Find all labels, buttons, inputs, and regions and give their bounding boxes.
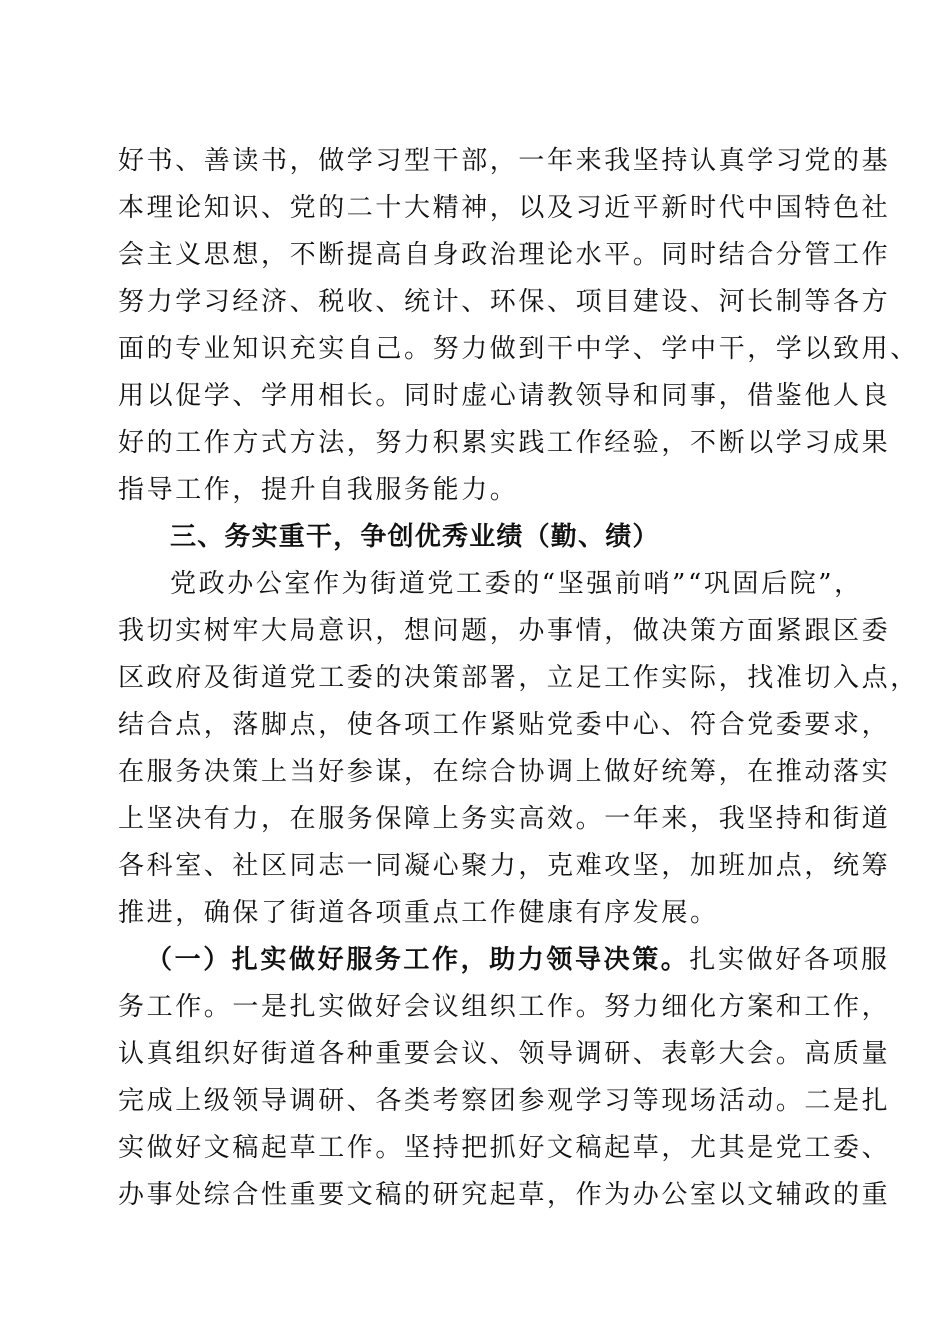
paragraph-line: 好的工作方式方法，努力积累实践工作经验，不断以学习成果 [118,428,891,458]
paragraph-line: 指导工作，提升自我服务能力。 [118,475,519,505]
paragraph-line: 实做好文稿起草工作。坚持把抓好文稿起草，尤其是党工委、 [118,1133,891,1163]
subsection-text: 扎实做好各项服 [689,945,890,975]
paragraph-line: 区政府及街道党工委的决策部署，立足工作实际，找准切入点， [118,663,919,693]
paragraph-line: 结合点，落脚点，使各项工作紧贴党委中心、符合党委要求， [118,710,891,740]
paragraph-line: 认真组织好街道各种重要会议、领导调研、表彰大会。高质量 [118,1039,891,1069]
paragraph-line: 办事处综合性重要文稿的研究起草，作为办公室以文辅政的重 [118,1180,891,1210]
paragraph-line: 完成上级领导调研、各类考察团参观学习等现场活动。二是扎 [118,1086,891,1116]
subsection-first-line [146,945,890,975]
paragraph-line: 推进，确保了街道各项重点工作健康有序发展。 [118,898,719,928]
paragraph-line: 本理论知识、党的二十大精神，以及习近平新时代中国特色社 [118,193,891,223]
paragraph-line: 努力学习经济、税收、统计、环保、项目建设、河长制等各方 [118,287,891,317]
paragraph-line: 面的专业知识充实自己。努力做到干中学、学中干，学以致用、 [118,334,919,364]
paragraph-line: 党政办公室作为街道党工委的“坚强前哨”“巩固后院”， [170,569,863,599]
paragraph-line: 好书、善读书，做学习型干部，一年来我坚持认真学习党的基 [118,146,891,176]
paragraph-line: 务工作。一是扎实做好会议组织工作。努力细化方案和工作， [118,992,891,1022]
paragraph-line: 用以促学、学用相长。同时虚心请教领导和同事，借鉴他人良 [118,381,891,411]
paragraph-line: 各科室、社区同志一同凝心聚力，克难攻坚，加班加点，统筹 [118,851,891,881]
paragraph-line: 会主义思想，不断提高自身政治理论水平。同时结合分管工作 [118,240,891,270]
paragraph-line: 上坚决有力，在服务保障上务实高效。一年来，我坚持和街道 [118,804,891,834]
subsection-title: （一）扎实做好服务工作，助力领导决策。 [146,945,690,975]
section-heading: 三、务实重干，争创优秀业绩（勤、绩） [170,522,660,552]
paragraph-line: 我切实树牢大局意识，想问题，办事情，做决策方面紧跟区委 [118,616,891,646]
paragraph-line: 在服务决策上当好参谋，在综合协调上做好统筹，在推动落实 [118,757,891,787]
